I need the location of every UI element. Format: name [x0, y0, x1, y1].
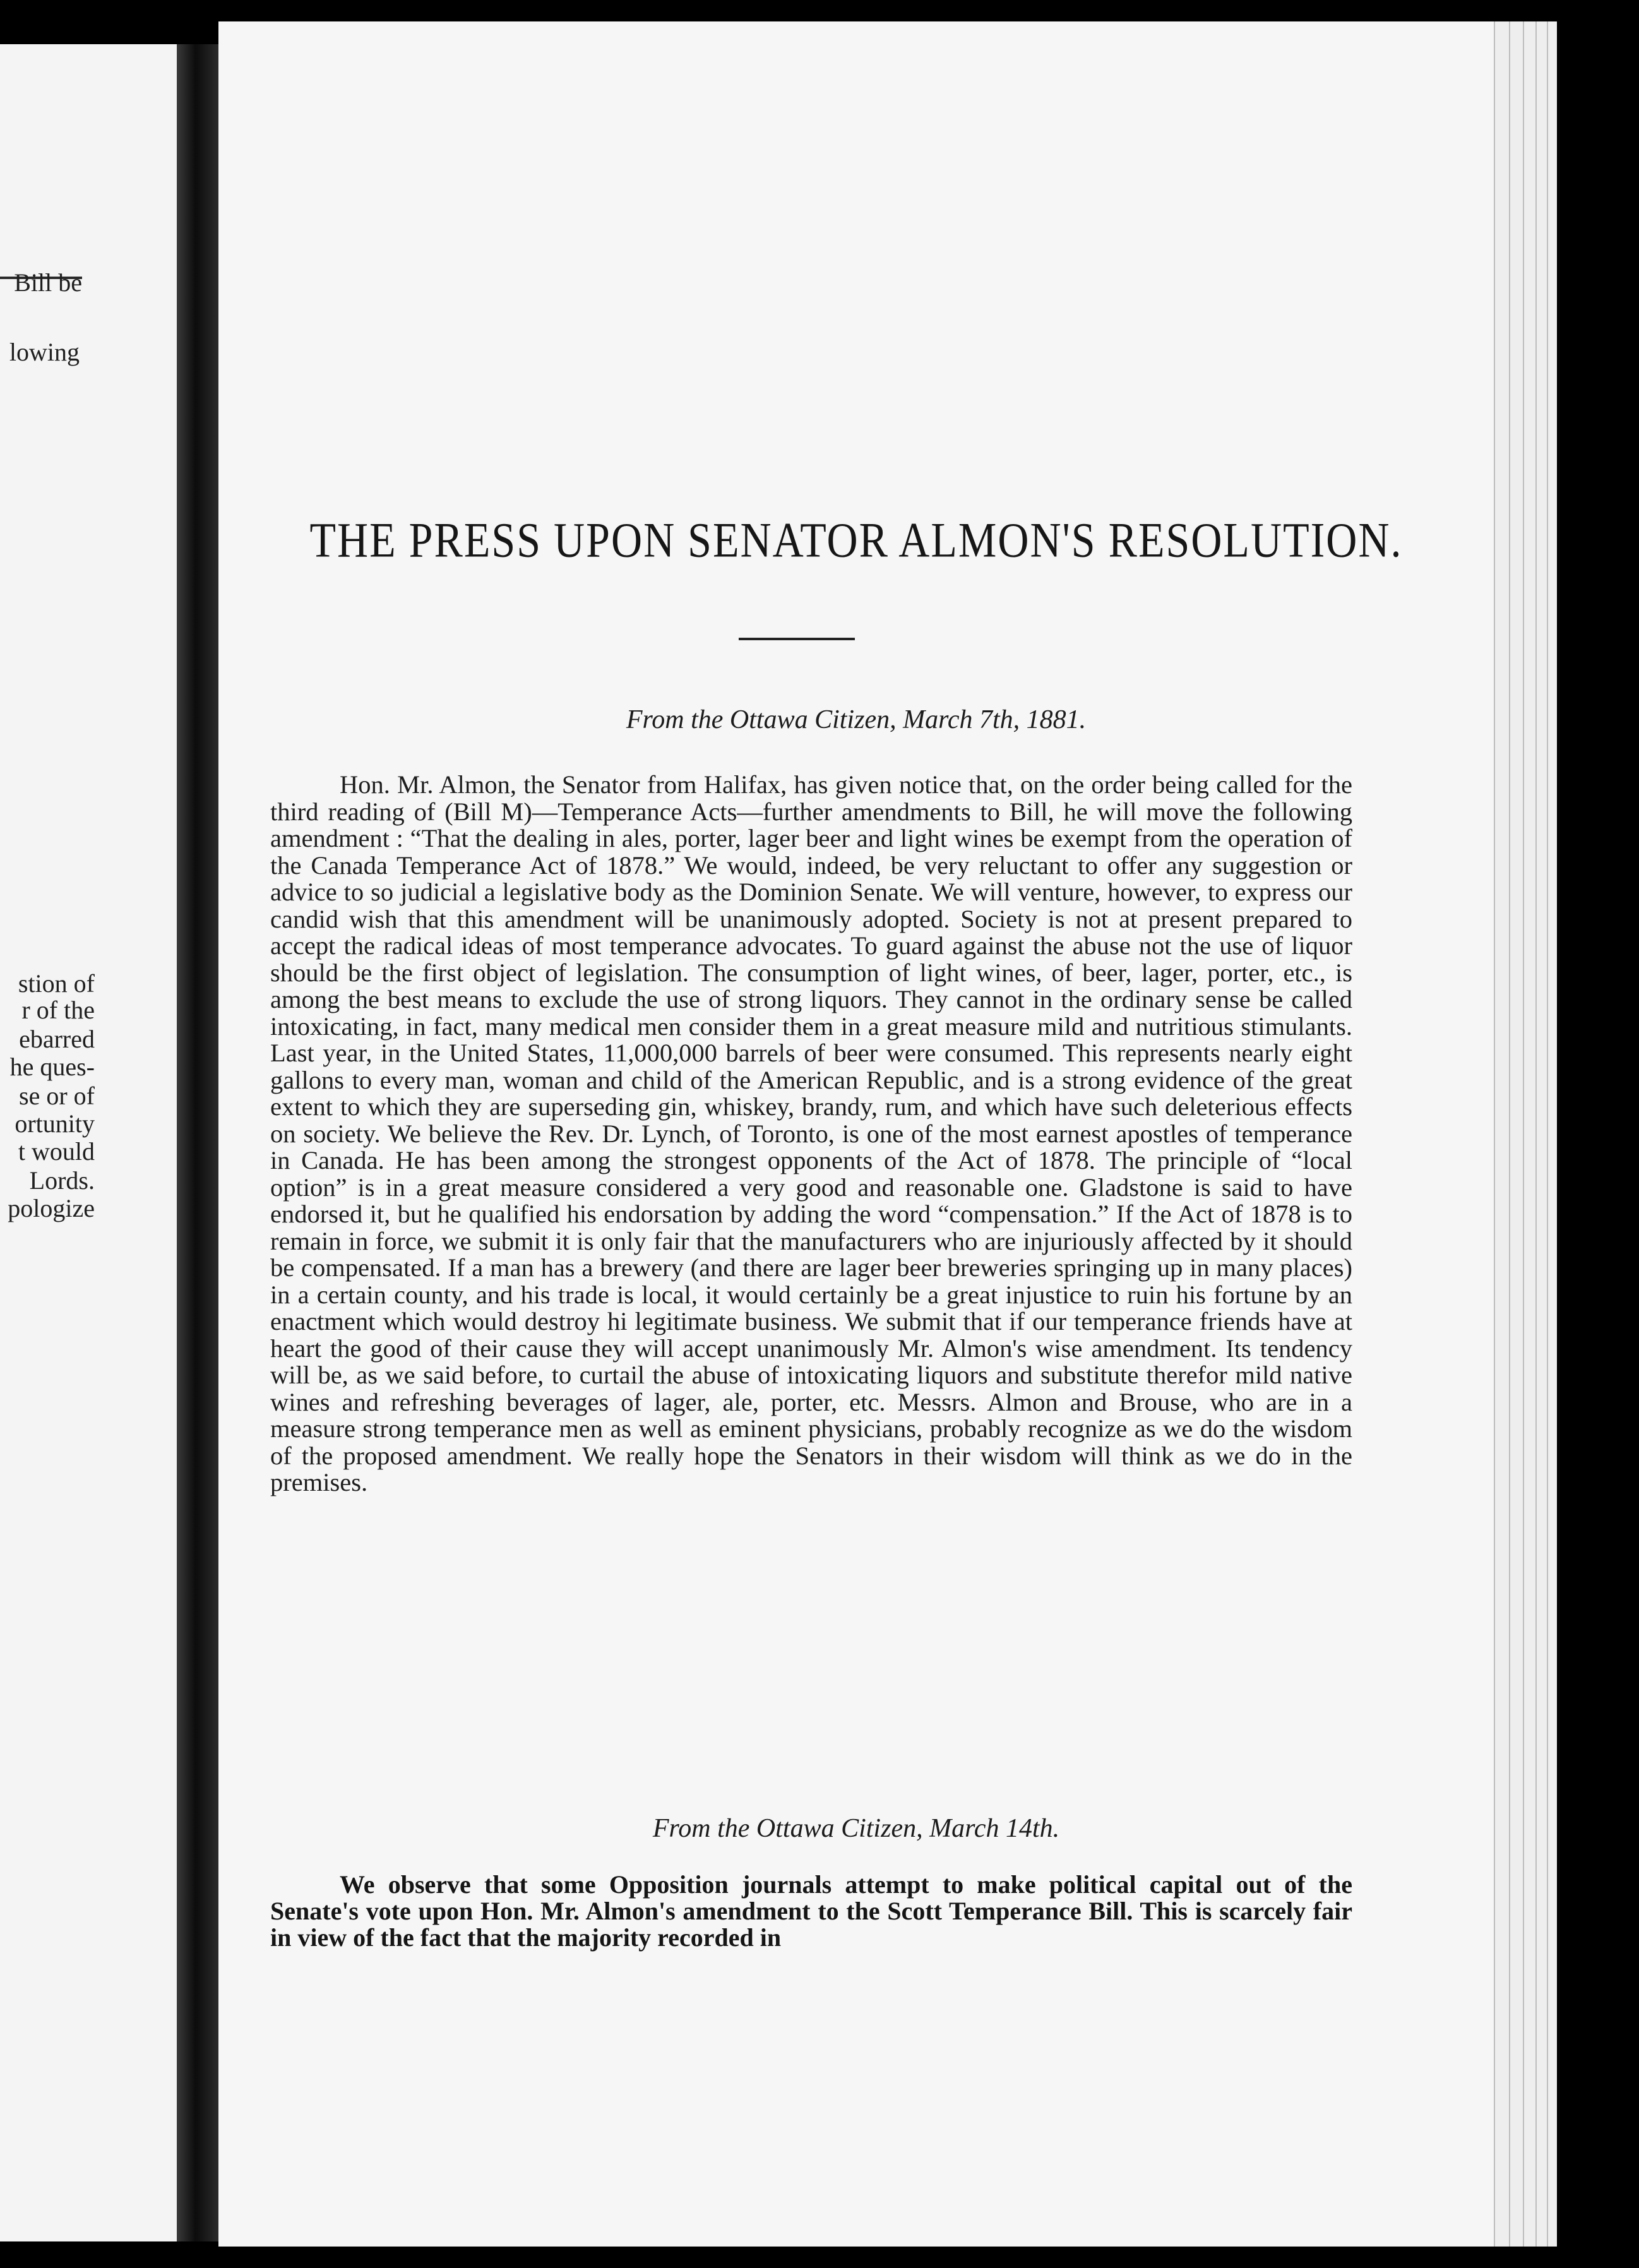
left-page-fragment: lowing [9, 338, 80, 366]
left-page-fragment: Lords. [29, 1166, 95, 1195]
left-facing-page [0, 44, 177, 2241]
title-rule [739, 638, 855, 640]
article-body: Hon. Mr. Almon, the Senator from Halifax, has given notice that, on the order being called for the third reading of (Bill M)—Temperance Acts—further amendments to Bill, he will move the following amendment : “That the dealing in ales, porter, lager beer and light wines be exempt from the operation of the Canada Temperance Act of 1878.” We would, indeed, be very reluctant to offer any suggestion or advice to so judicial a legislative body as the Dominion Senate. We will venture, however, to express our candid wish that this amendment will be unanimously adopted. Society is not at present prepared to accept the radical ideas of most temperance advocates. To guard against the abuse not the use of liquor should be the first object of legislation. The consumption of light wines, of beer, lager, porter, etc., is among the best means to exclude the use of strong liquors. They cannot in the ordinary sense be called intoxicating, in fact, many medical men consider them in a great measure mild and nutritious stimulants. Last year, in the United States, 11,000,000 barrels of beer were consumed. This represents nearly eight gallons to every man, woman and child of the American Republic, and is a strong evidence of the great extent to which they are superseding gin, whiskey, brandy, rum, and which have such deleterious effects on society. We believe the Rev. Dr. Lynch, of Toronto, is one of the most earnest apostles of temperance in Canada. He has been among the strongest opponents of the Act of 1878. The principle of “local option” is in a great measure considered a very good and reasonable one. Gladstone is said to have endorsed it, but he qualified his endorsation by adding the word “compensation.” If the Act of 1878 is to remain in force, we submit it is only fair that the manufacturers who are injuriously affected by it should be compensated. If a man has a brewery (and there are lager beer breweries springing up in many places) in a certain county, and his trade is local, it would certainly be a great injustice to ruin his fortune by an enactment which would destroy hi legitimate business. We submit that if our temperance friends have at heart the good of their cause they will accept unanimously Mr. Almon's wise amendment. Its tendency will be, as we said before, to curtail the abuse of intoxicating liquors and substitute therefor mild native wines and refreshing beverages of lager, ale, porter, etc. Messrs. Almon and Brouse, who are in a measure strong temperance men as well as eminent physicians, probably recognize as we do the wisdom of the proposed amendment. We really hope the Senators in their wisdom will think as we do in the premises. [270, 770, 1352, 1496]
page-edge [1535, 21, 1547, 2247]
page-edge [1509, 21, 1523, 2247]
article-body: We observe that some Opposition journals attempt to make political capital out of the Senate's vote upon Hon. Mr. Almon's amendment to the Scott Temperance Bill. This is scarcely fair in view of the fact that the majority recorded in [270, 1870, 1352, 1952]
main-page [218, 21, 1494, 2247]
left-page-fragment: se or of [19, 1082, 95, 1110]
page-edge [1547, 21, 1557, 2247]
page-edge [1523, 21, 1535, 2247]
left-page-fragment: he ques- [9, 1053, 95, 1081]
left-page-fragment: pologize [8, 1194, 95, 1222]
left-page-fragment: Bill be [14, 268, 82, 297]
page-edge [1494, 21, 1509, 2247]
page-title: THE PRESS UPON SENATOR ALMON'S RESOLUTION. [309, 512, 1403, 568]
left-page-fragment: ortunity [15, 1109, 95, 1138]
left-page-fragment: ebarred [19, 1025, 95, 1053]
article-source: From the Ottawa Citizen, March 14th. [652, 1814, 1060, 1843]
book-gutter [177, 44, 218, 2241]
left-page-fragment: t would [18, 1137, 95, 1166]
left-page-fragment: r of the [21, 996, 95, 1024]
article-source: From the Ottawa Citizen, March 7th, 1881. [626, 705, 1087, 734]
left-page-fragment: stion of [18, 969, 95, 998]
